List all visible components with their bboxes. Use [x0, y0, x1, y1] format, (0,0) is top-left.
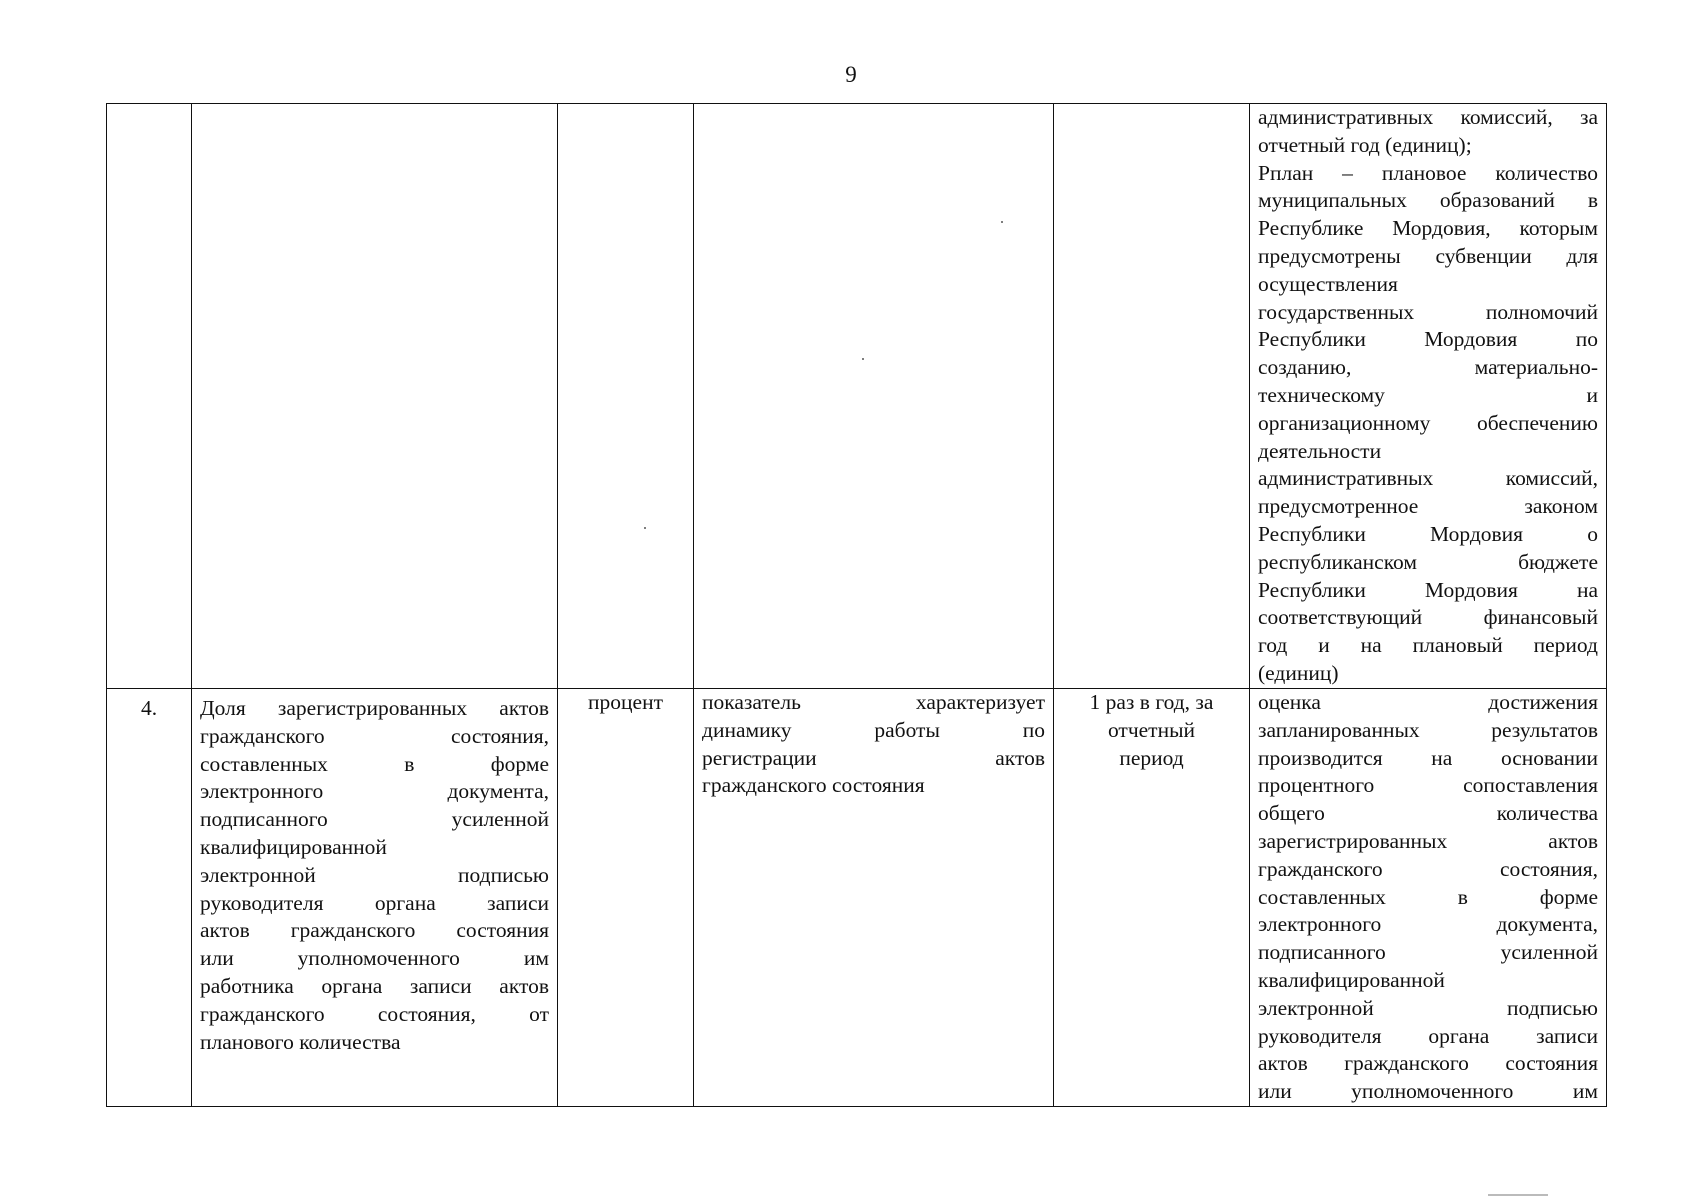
method-line: деятельности	[1258, 438, 1382, 463]
cell-row-number: 4.	[107, 689, 192, 1107]
method-line: Республики Мордовия на	[1258, 577, 1598, 602]
method-line: муниципальных образований в	[1258, 188, 1598, 213]
name-line: или уполномоченного им	[200, 946, 549, 971]
cell-unit-empty	[558, 104, 694, 689]
name-line: Доля зарегистрированных актов	[200, 696, 549, 720]
method-line: отчетный год (единиц);	[1258, 132, 1472, 157]
method-line: год и на плановый период	[1258, 633, 1598, 658]
method-line: составленных в форме	[1258, 884, 1598, 909]
cell-indicator-name	[192, 689, 558, 1107]
cell-description-empty	[694, 104, 1054, 689]
description-line: динамику работы по	[702, 717, 1045, 742]
scan-artifact	[1488, 1194, 1548, 1196]
method-line: оценка достижения	[1258, 690, 1598, 714]
method-line: республиканском бюджете	[1258, 549, 1598, 574]
period-line: 1 раз в год, за	[1089, 690, 1214, 714]
method-line: (единиц)	[1258, 660, 1339, 685]
cell-unit: процент	[558, 689, 694, 1107]
method-line: административных комиссий, за	[1258, 105, 1598, 129]
name-line: составленных в форме	[200, 751, 549, 776]
table-row-continued	[107, 104, 1607, 689]
method-line: техническому и	[1258, 382, 1598, 407]
cell-period-empty	[1054, 104, 1250, 689]
name-line: электронной подписью	[200, 862, 549, 887]
name-line: квалифицированной	[200, 834, 387, 859]
description-line: регистрации актов	[702, 745, 1045, 770]
page-number: 9	[845, 62, 857, 87]
method-line: процентного сопоставления	[1258, 773, 1598, 798]
name-line: руководителя органа записи	[200, 890, 549, 915]
name-line: актов гражданского состояния	[200, 918, 549, 943]
indicator-table	[106, 103, 1607, 1107]
cell-calculation-method-continued	[1250, 104, 1607, 689]
description-line: показатель характеризует	[702, 690, 1045, 714]
scan-speck	[644, 527, 646, 529]
description-line: гражданского состояния	[702, 773, 925, 798]
method-line: административных комиссий,	[1258, 466, 1598, 491]
method-line: актов гражданского состояния	[1258, 1051, 1598, 1076]
cell-description	[694, 689, 1054, 1107]
cell-calculation-method	[1250, 689, 1607, 1107]
method-line: квалифицированной	[1258, 967, 1445, 992]
method-line: зарегистрированных актов	[1258, 828, 1598, 853]
method-line: электронной подписью	[1258, 995, 1598, 1020]
scan-speck	[862, 358, 864, 360]
method-line: подписанного усиленной	[1258, 940, 1598, 965]
name-line: гражданского состояния,	[200, 723, 549, 748]
method-line: гражданского состояния,	[1258, 856, 1598, 881]
method-line: Республике Мордовия, которым	[1258, 216, 1598, 241]
period-line: отчетный	[1107, 717, 1196, 742]
period-line: период	[1119, 745, 1184, 770]
name-line: планового количества	[200, 1029, 401, 1054]
cell-number-empty	[107, 104, 192, 689]
name-line: работника органа записи актов	[200, 973, 549, 998]
method-line: руководителя органа записи	[1258, 1023, 1598, 1048]
name-line: электронного документа,	[200, 779, 549, 804]
name-line: подписанного усиленной	[200, 807, 549, 832]
scan-speck	[1001, 221, 1003, 223]
method-line: электронного документа,	[1258, 912, 1598, 937]
method-line: организационному обеспечению	[1258, 410, 1598, 435]
method-line: или уполномоченного им	[1258, 1079, 1598, 1104]
method-line: Республики Мордовия по	[1258, 327, 1598, 352]
cell-name-empty	[192, 104, 558, 689]
method-line: государственных полномочий	[1258, 299, 1598, 324]
method-line: предусмотренное законом	[1258, 494, 1598, 519]
method-line: осуществления	[1258, 271, 1398, 296]
method-line: Рплан – плановое количество	[1258, 160, 1598, 185]
cell-frequency	[1054, 689, 1250, 1107]
method-line: Республики Мордовия о	[1258, 521, 1598, 546]
method-line: соответствующий финансовый	[1258, 605, 1598, 630]
method-line: запланированных результатов	[1258, 717, 1598, 742]
method-line: созданию, материально-	[1258, 355, 1598, 380]
method-line: предусмотрены субвенции для	[1258, 243, 1598, 268]
method-line: общего количества	[1258, 801, 1598, 826]
method-line: производится на основании	[1258, 745, 1598, 770]
name-line: гражданского состояния, от	[200, 1001, 549, 1026]
table-row-4	[107, 689, 1607, 1107]
